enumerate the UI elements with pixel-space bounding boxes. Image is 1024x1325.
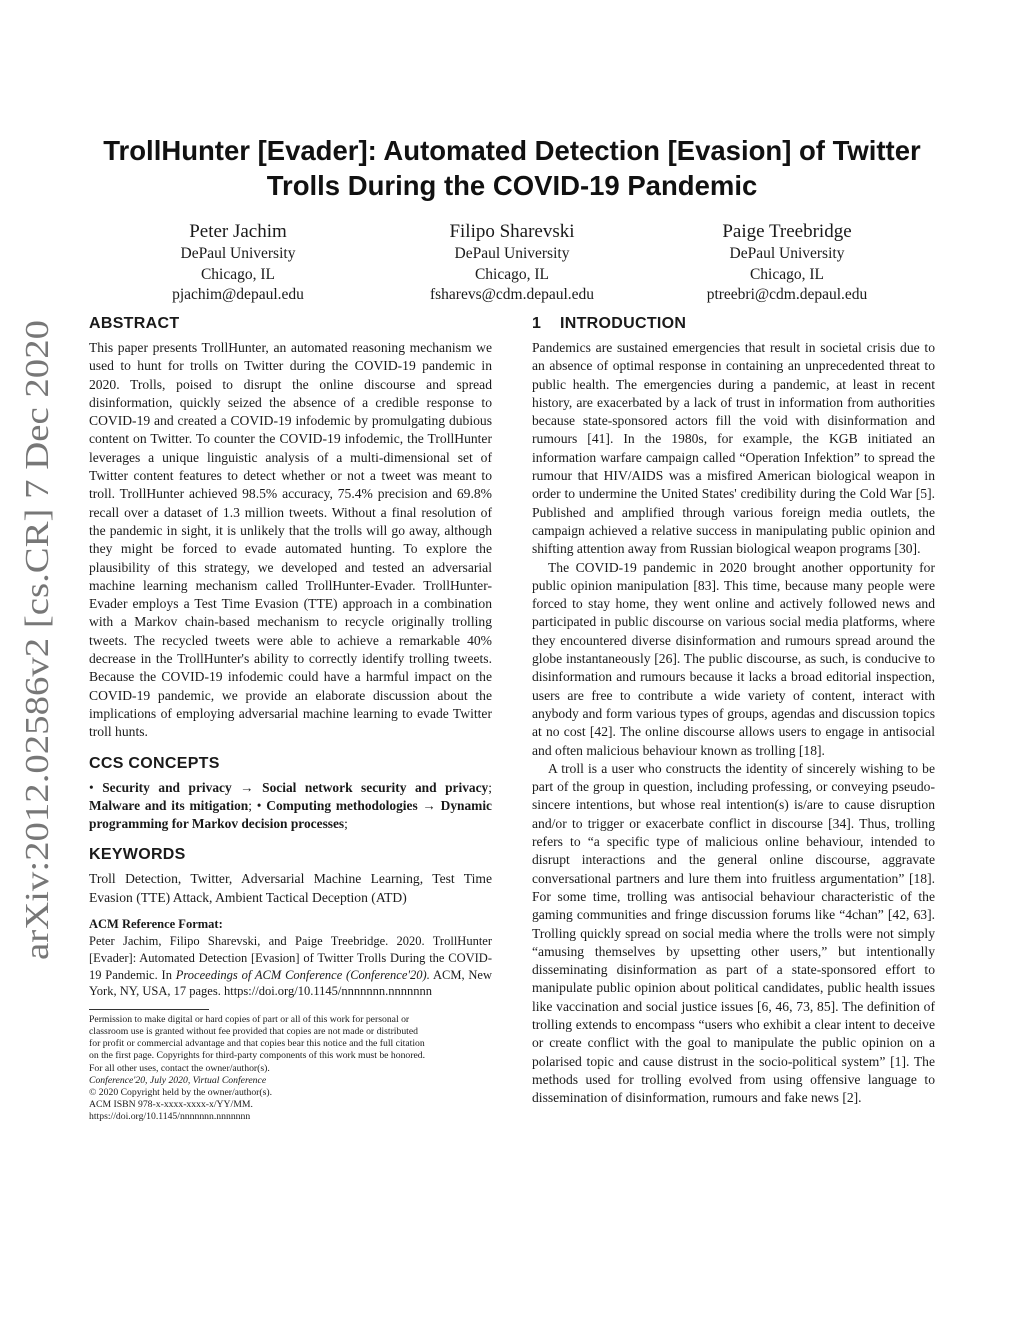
author-1 — [88, 219, 388, 306]
permission-footnote — [89, 1014, 492, 1124]
footnote-line: for profit or commercial advantage and that copies bear this notice and the full citation — [89, 1038, 425, 1050]
section-number: 1 — [532, 315, 542, 332]
author-3 — [637, 219, 937, 306]
right-column — [532, 313, 935, 1107]
author-email: pjachim@depaul.edu — [172, 286, 304, 303]
footnote-copyright: © 2020 Copyright held by the owner/author(s). — [89, 1086, 273, 1098]
left-column — [89, 313, 492, 1124]
footnote-doi: https://doi.org/10.1145/nnnnnnn.nnnnnnn — [89, 1111, 251, 1123]
footnote-conference — [89, 1075, 492, 1087]
intro-paragraph-3: A troll is a user who constructs the identity of sincerely wishing to be part of the group in question, including professing, or conveying pseudo-sincere intentions, but whose real intention(s) is/are to cause disruption and/or to trigger or exacerbate conflict in discourse [34]. Thus, trolling refers to “a specific type of malicious online behaviour, intended to disrupt interactions and the general online discourse, aggravate conversational partners and lure them into fruitless argumentation” [18]. For some time, trolling was antisocial behaviour characteristic of the gaming communities and fringe discussion forums like “4chan” [42, 63]. Trolling quickly spread on social media where the trolls were not simply “amusing themselves by upsetting other users,” but intentionally disseminating disinformation as part of a state-sponsored effort to manipulate public opinion about political candidates, public health issues like vaccination and social justice issues [6, 46, 73, 85]. The definition of trolling extends to encompass “users who exhibit a clear intent to deceive or create conflict with the goal to manipulate the public opinion on a polarised topic and cause distrust in the socio-political system” [1]. The methods used for trolling evolved from using offensive language to dissemination of disinformation, rumours and fake news [2]. — [532, 760, 935, 1106]
author-name: Filipo Sharevski — [449, 221, 575, 242]
footnote-rule — [89, 1009, 209, 1010]
ccs-bullet: • — [89, 779, 103, 795]
footnote-line: Permission to make digital or hard copies of part or all of this work for personal or — [89, 1013, 410, 1025]
abstract-heading: ABSTRACT — [89, 315, 180, 332]
ccs-separator: ; • — [248, 797, 267, 813]
section-title: INTRODUCTION — [560, 315, 687, 332]
acm-reference-heading: ACM Reference Format: — [89, 917, 223, 932]
footnote-isbn: ACM ISBN 978-x-xxxx-xxxx-x/YY/MM. — [89, 1099, 253, 1111]
author-email: ptreebri@cdm.depaul.edu — [706, 286, 868, 303]
author-block — [0, 219, 1024, 309]
author-name: Paige Treebridge — [722, 221, 852, 242]
ccs-concepts-heading: CCS CONCEPTS — [89, 754, 220, 772]
arxiv-identifier-graphic — [8, 300, 68, 980]
arxiv-identifier-text: arXiv:2012.02586v2 [cs.CR] 7 Dec 2020 — [19, 399, 56, 960]
ccs-concept-2: Malware and its mitigation — [89, 797, 249, 813]
keywords-text: Troll Detection, Twitter, Adversarial Machine Learning, Test Time Evasion (TTE) Attack, Ambient Tactical Deception (ATD) — [89, 871, 492, 905]
footnote-line: on the first page. Copyrights for third-party components of this work must be honored. — [89, 1050, 426, 1062]
footnote-line: classroom use is granted without fee provided that copies are not made or distributed — [89, 1025, 419, 1037]
author-email: fsharevs@cdm.depaul.edu — [429, 286, 595, 303]
arxiv-identifier-stamp — [8, 300, 68, 980]
introduction-heading — [532, 313, 935, 335]
author-name: Peter Jachim — [189, 221, 287, 242]
keywords-heading: KEYWORDS — [89, 846, 186, 864]
reference-proceedings: Proceedings of ACM Conference (Conference'20). — [175, 967, 430, 982]
paper-title-line-1: TrollHunter [Evader]: Automated Detection [Evasion] of Twitter — [103, 135, 921, 166]
author-location: Chicago, IL — [474, 265, 550, 283]
paper-title — [80, 133, 944, 203]
author-affiliation: DePaul University — [180, 245, 296, 262]
intro-paragraph-2: The COVID-19 pandemic in 2020 brought another opportunity for public opinion manipulation [83]. This time, because many people were forced to stay home, they went online and actively followed news and participated in public discourse on various social media platforms, where they encountered diverse disinformation and rumours spread around the globe instantaneously [26]. The public discourse, as such, is conducive to disinformation and rumours because it lacks a broad editorial inspection, users are free to contribute a wide variety of content, interact with anybody and form various types of groups, agendas and discussion topics at no cost [42]. The online discourse allows users to engage in antisocial and often malicious behaviour known as trolling [18]. — [532, 559, 935, 758]
intro-paragraph-1: Pandemics are sustained emergencies that result in societal crisis due to an absence of optimal response in containing an unprecedented threat to public health. The emergencies during a pandemic, at least in recent history, are exacerbated by a lack of trust in information from authorities because state-sponsored actors fill the void with disinformation and rumours [41]. In the 1980s, for example, the KGB initiated an information warfare campaign called “Operation Infektion” to spread the rumour that HIV/AIDS was a misfired American biological weapon in order to undermine the United States' credibility during the Cold War [5]. Published and amplified through various foreign media outlets, the campaign achieved a relative success in manipulating public opinion and shifting attention away from Russian biological weapon programs [30]. — [532, 340, 935, 557]
ccs-concepts-text — [89, 779, 492, 834]
author-affiliation: DePaul University — [729, 245, 845, 262]
ccs-end: ; — [344, 816, 348, 832]
ccs-concept-3: Computing methodologies → Dynamic programming for Markov decision processes — [89, 797, 492, 832]
reference-part-b: ACM, New York, NY, USA, 17 pages. https://doi.org/10.1145/nnnnnnn.nnnnnnn — [89, 967, 492, 999]
paper-title-line-2: Trolls During the COVID-19 Pandemic — [266, 170, 758, 201]
acm-reference-text — [89, 933, 492, 999]
author-2 — [362, 219, 662, 306]
footnote-conference-text: Conference'20, July 2020, Virtual Conference — [89, 1074, 267, 1086]
author-affiliation: DePaul University — [454, 245, 570, 262]
abstract-text: This paper presents TrollHunter, an automated reasoning mechanism we used to hunt for trolls on Twitter during the COVID-19 pandemic in 2020. Trolls, poised to disrupt the online discourse and spread disinformation, quickly seized the absence of a credible response to COVID-19 and created a COVID-19 infodemic by promulgating dubious content on Twitter. To counter the COVID-19 infodemic, the TrollHunter leverages a unique linguistic analysis of a multi-dimensional set of Twitter content features to detect whether or not a tweet was meant to troll. TrollHunter achieved 98.5% accuracy, 75.4% precision and 69.8% recall over a dataset of 1.3 million tweets. Without a final resolution of the pandemic in sight, it is unlikely that the trolls will go away, although they might be forced to evade automated hunting. To explore the plausibility of this strategy, we developed and tested an adversarial machine learning mechanism called TrollHunter-Evader. TrollHunter-Evader employs a Test Time Evasion (TTE) approach in a combination with a Markov chain-based mechanism to recycle originally trolling tweets. The recycled tweets were able to achieve a remarkable 40% decrease in the TrollHunter's ability to correctly identify trolling tweets. Because the COVID-19 infodemic could have a harmful impact on the COVID-19 pandemic, we provide an elaborate discussion about the implications of employing adversarial machine learning to evade Twitter troll hunts. — [89, 340, 492, 740]
footnote-line: For all other uses, contact the owner/author(s). — [89, 1062, 270, 1074]
author-location: Chicago, IL — [200, 265, 276, 283]
author-location: Chicago, IL — [749, 265, 825, 283]
ccs-separator: ; — [488, 779, 492, 795]
ccs-concept-1: Security and privacy → Social network security and privacy — [102, 779, 489, 795]
reference-part-a: Peter Jachim, Filipo Sharevski, and Paige Treebridge. 2020. TrollHunter [Evader]: Automated Detection [Evasion] of Twitter Trolls During the COVID-19 Pandemic. In — [89, 934, 492, 982]
